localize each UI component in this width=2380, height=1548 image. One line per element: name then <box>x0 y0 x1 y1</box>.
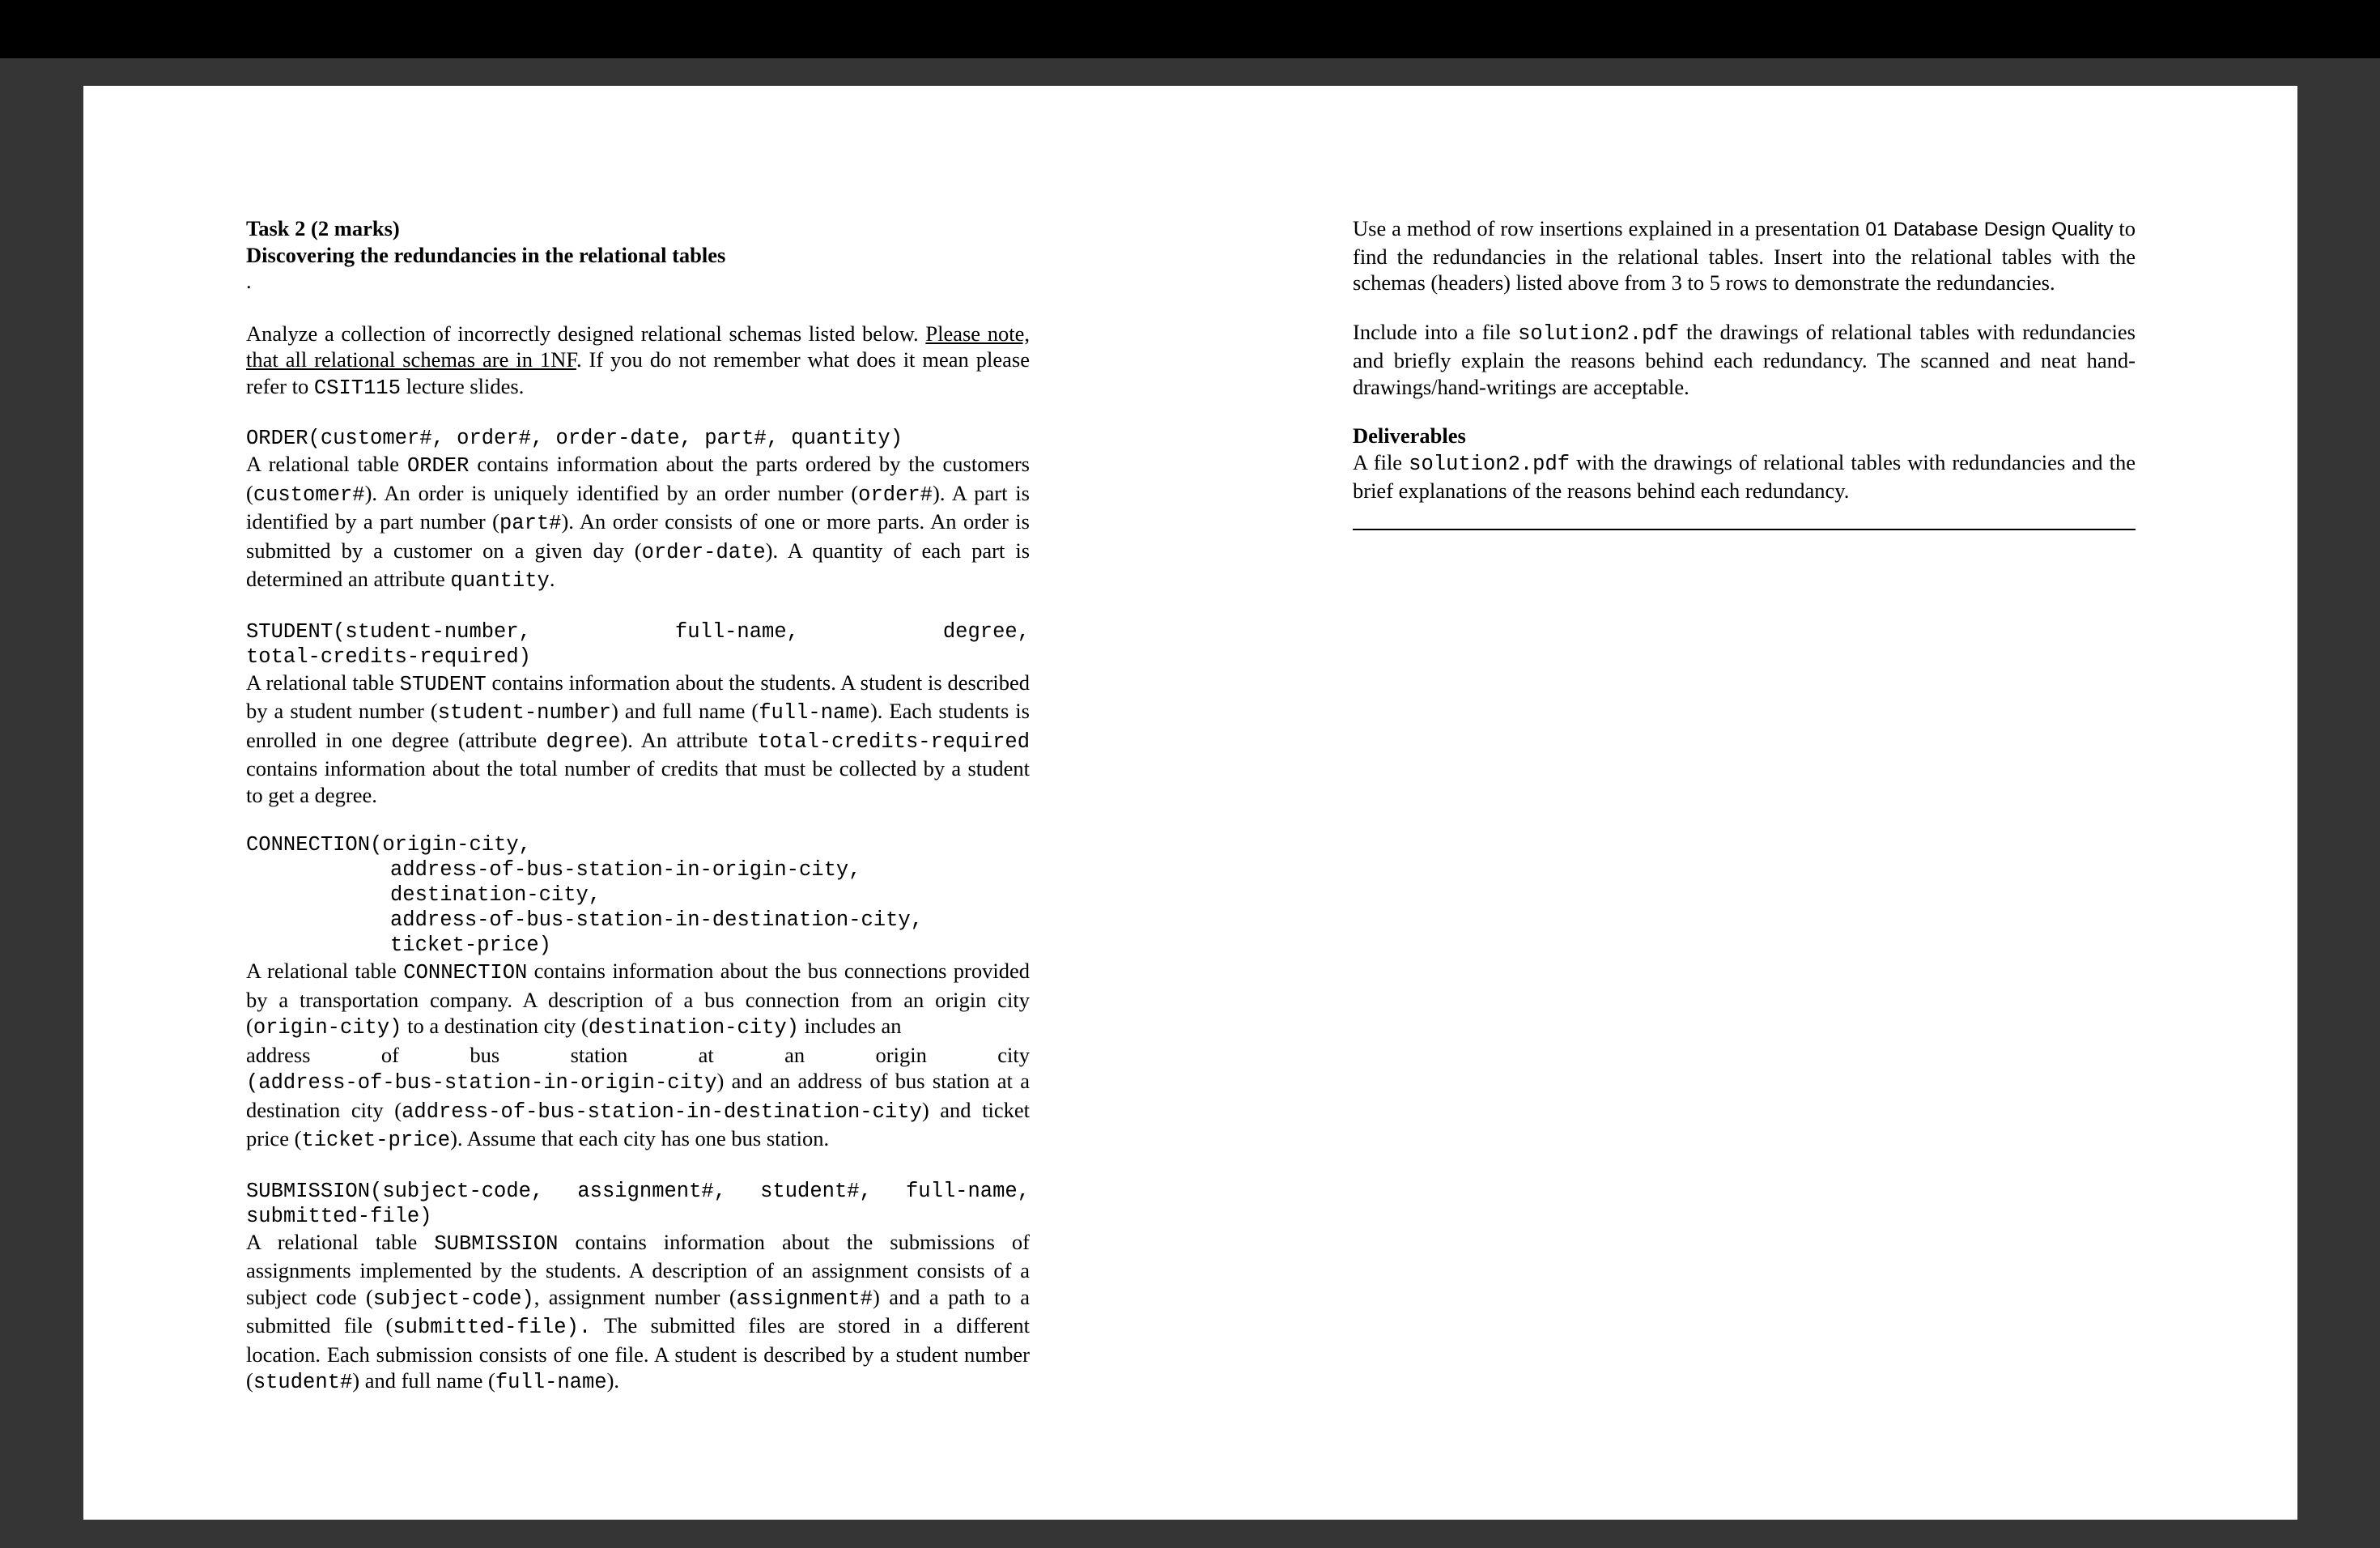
desc-code: order-date <box>641 540 766 564</box>
desc-code: (address-of-bus-station-in-origin-city <box>246 1071 717 1095</box>
desc-text: contains information about the students. A student is described by a student number ( <box>246 670 1030 723</box>
desc-text: ). An order consists of one or more parts. An order is submitted by a customer on a given day ( <box>246 509 1030 563</box>
spread-word: of <box>380 1042 399 1067</box>
desc-text: A relational table <box>246 670 400 695</box>
connection-schema-line: ticket-price) <box>390 933 551 957</box>
spread-word: an <box>784 1042 805 1067</box>
connection-schema-line: destination-city, <box>390 883 601 907</box>
schema-part: assignment#, <box>577 1179 727 1203</box>
spread-word: bus <box>470 1042 500 1067</box>
desc-code: full-name <box>495 1371 607 1394</box>
order-description <box>246 451 1030 595</box>
connection-schema-line: CONNECTION(origin-city, <box>246 833 531 857</box>
desc-text: The submitted files are stored in a different location. Each submission consists of one file. A student is described by a student number ( <box>246 1313 1030 1393</box>
desc-text: ) and full name ( <box>610 699 759 723</box>
para-text: the drawings of relational tables with redundancies and briefly explain the reasons behind each redundancy. The scanned and neat hand-drawings/hand-writings are acceptable. <box>1353 319 2136 399</box>
schema-part: full-name, <box>674 619 799 644</box>
desc-text: ) and an address of bus station at a destination city ( <box>246 1069 1030 1122</box>
task-subtitle: Discovering the redundancies in the relational tables <box>246 242 726 267</box>
schema-part: SUBMISSION(subject-code, <box>246 1179 544 1203</box>
desc-text: ). Each students is enrolled in one degree (attribute <box>246 699 1030 752</box>
desc-text: contains information about the total number of credits that must be collected by a student to get a degree. <box>246 756 1030 807</box>
desc-code: STUDENT <box>399 672 487 696</box>
presentation-name: 01 Database Design Quality <box>1865 219 2114 240</box>
para-text: Use a method of row insertions explained in a presentation <box>1353 216 1866 240</box>
spread-word: city <box>997 1042 1030 1067</box>
desc-text: includes an <box>798 1014 902 1038</box>
desc-code: subject-code) <box>372 1286 534 1311</box>
desc-code: address-of-bus-station-in-destination-city <box>402 1099 922 1124</box>
desc-code: order# <box>858 483 933 507</box>
desc-text: , assignment number ( <box>533 1284 737 1309</box>
desc-text: to a destination city ( <box>402 1014 589 1038</box>
student-schema-line: total-credits-required) <box>246 644 531 669</box>
spread-word: at <box>698 1042 714 1067</box>
order-schema: ORDER(customer#, order#, order-date, part#, quantity) <box>246 427 903 450</box>
desc-code: ticket-price <box>301 1129 451 1152</box>
connection-description <box>246 958 1030 1042</box>
deliverables-paragraph <box>1353 449 2136 504</box>
connection-schema-line: address-of-bus-station-in-origin-city, <box>390 858 861 882</box>
intro-text: . If you do not remember what does it mean please refer to <box>246 347 1030 398</box>
left-column <box>246 215 1030 1397</box>
connection-schema-line: address-of-bus-station-in-destination-city, <box>390 908 924 932</box>
desc-code: student# <box>253 1371 353 1394</box>
right-column <box>1353 215 2136 530</box>
desc-code: assignment# <box>736 1286 873 1311</box>
desc-text: contains information about the submissions of assignments implemented by the students. A description of an assignment consists of a subject code ( <box>246 1229 1030 1309</box>
para-text: to find the redundancies in the relational tables. Insert into the relational tables with the schemas (headers) listed above from 3 to 5 rows to demonstrate the redundancies. <box>1353 216 2136 295</box>
desc-code: quantity <box>450 569 550 593</box>
desc-text: ) and a path to a submitted file ( <box>246 1284 1030 1337</box>
submission-description <box>246 1229 1030 1397</box>
intro-text: Analyze a collection of incorrectly designed relational schemas listed below. <box>246 321 926 346</box>
para-text: A file <box>1353 449 1409 474</box>
desc-text: A relational table <box>246 1229 435 1254</box>
desc-text: ). A part is identified by a part number ( <box>246 480 1030 534</box>
spread-word: station <box>570 1042 628 1067</box>
desc-text: ) and full name ( <box>352 1368 495 1393</box>
connection-section <box>246 832 1030 1155</box>
desc-text: . <box>549 567 555 591</box>
desc-text: ). An attribute <box>620 727 758 752</box>
desc-code: total-credits-required <box>757 729 1030 754</box>
student-schema-line <box>246 619 1030 644</box>
submission-schema-line: submitted-file) <box>246 1204 432 1228</box>
desc-code: origin-city) <box>253 1016 402 1040</box>
desc-code: part# <box>499 512 562 535</box>
submission-section <box>246 1179 1030 1397</box>
desc-code: submitted-file). <box>393 1316 592 1339</box>
top-bar <box>0 0 2380 58</box>
horizontal-rule <box>1353 529 2136 530</box>
schema-part: STUDENT(student-number, <box>246 619 531 644</box>
spread-word: address <box>246 1042 311 1067</box>
student-description <box>246 670 1030 809</box>
intro-note: Please note, that all relational schemas are in 1NF <box>246 321 1030 372</box>
desc-text: contains information about the bus connections provided by a transportation company. A description of a bus connection from an origin city ( <box>246 959 1030 1038</box>
order-section <box>246 426 1030 595</box>
para-text: Include into a file <box>1353 319 1519 344</box>
desc-text: ). Assume that each city has one bus station. <box>450 1126 830 1150</box>
desc-code: SUBMISSION <box>434 1231 559 1256</box>
submission-schema-line <box>246 1179 1030 1204</box>
deliverables-heading: Deliverables <box>1353 423 1466 448</box>
filename-code: solution2.pdf <box>1518 321 1680 346</box>
schema-part: full-name, <box>905 1179 1030 1203</box>
desc-text: ) and ticket price ( <box>246 1097 1030 1150</box>
desc-code: degree <box>546 729 621 754</box>
desc-text: ). A quantity of each part is determined an attribute <box>246 538 1031 591</box>
para-text: with the drawings of relational tables with redundancies and the brief explanations of the reasons behind each redundancy. <box>1353 449 2136 503</box>
stray-dot: . <box>246 269 252 293</box>
connection-description-cont <box>246 1068 1030 1155</box>
intro-paragraph <box>246 321 1030 402</box>
intro-text: lecture slides. <box>401 373 525 398</box>
desc-text: A relational table <box>246 959 404 983</box>
schema-part: student#, <box>760 1179 872 1203</box>
desc-text: contains information about the parts ordered by the customers ( <box>246 452 1030 505</box>
desc-text: A relational table <box>246 452 407 476</box>
filename-code: solution2.pdf <box>1409 452 1570 476</box>
desc-code: customer# <box>253 483 365 507</box>
schema-part: degree, <box>942 619 1030 644</box>
include-paragraph <box>1353 319 2136 401</box>
desc-code: destination-city) <box>588 1016 799 1040</box>
desc-text: ). An order is uniquely identified by an order number ( <box>364 480 859 505</box>
task-title: Task 2 (2 marks) <box>246 216 400 240</box>
desc-text: ). <box>606 1368 620 1393</box>
desc-code: student-number <box>437 701 611 725</box>
document-page <box>83 86 2297 1520</box>
method-paragraph <box>1353 215 2136 296</box>
desc-code: CONNECTION <box>403 961 528 985</box>
connection-spread-line <box>246 1042 1030 1069</box>
desc-code: ORDER <box>406 454 470 478</box>
spread-word: origin <box>875 1042 927 1067</box>
desc-code: full-name <box>759 701 870 725</box>
intro-code: CSIT115 <box>313 376 401 400</box>
student-section <box>246 619 1030 809</box>
